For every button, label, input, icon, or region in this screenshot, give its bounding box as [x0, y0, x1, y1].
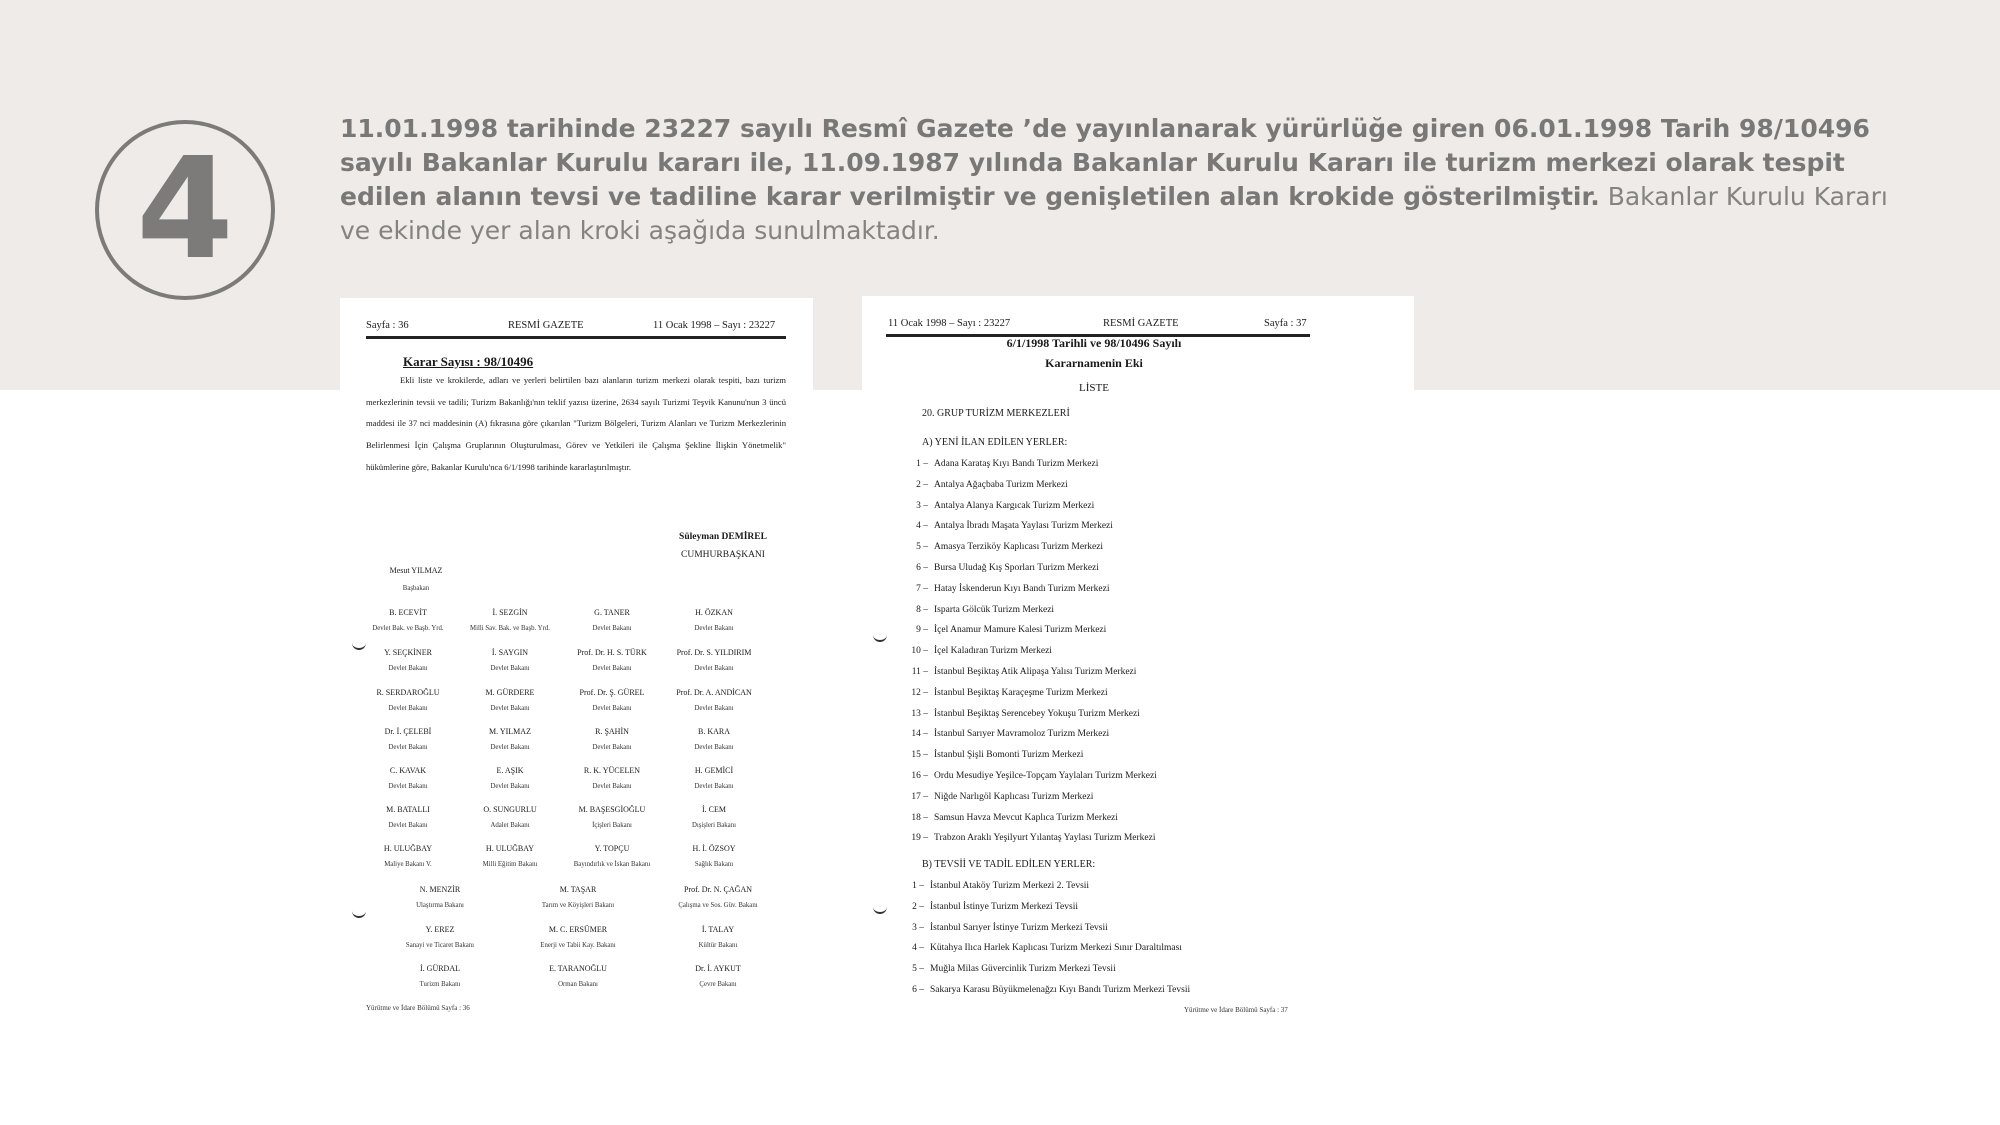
- signature-name: M. BAŞESGİOĞLU: [578, 805, 646, 814]
- minister-signature: [664, 844, 764, 870]
- list-item-text: Antalya Ağaçbaba Turizm Merkezi: [934, 479, 1068, 490]
- minister-signature: [460, 766, 560, 792]
- section-b-heading: B) TEVSİİ VE TADİL EDİLEN YERLER:: [922, 859, 1096, 870]
- signature-name: H. ULUĞBAY: [383, 844, 433, 853]
- list-item-text: İstanbul Sarıyer Mavramoloz Turizm Merkezi: [934, 729, 1110, 740]
- list-item-number: 16 –: [911, 771, 928, 781]
- signature-name: H. ULUĞBAY: [485, 844, 535, 853]
- signature-role: Devlet Bakanı: [694, 783, 734, 790]
- signature-role: İçişleri Bakanı: [592, 822, 632, 829]
- signature-name: İ. SAYGIN: [491, 648, 529, 657]
- minister-signature: [460, 648, 560, 674]
- signature-role: Dışişleri Bakanı: [692, 822, 736, 829]
- president-title: CUMHURBAŞKANI: [681, 550, 765, 560]
- list-item-text: Kütahya Ilıca Harlek Kaplıcası Turizm Merkezi Sınır Daraltılması: [930, 943, 1182, 954]
- minister-signature: [460, 805, 560, 831]
- list-item-number: 1 –: [912, 881, 924, 891]
- minister-signature: [518, 925, 638, 951]
- list-item: [906, 582, 1109, 596]
- minister-signature: [380, 885, 500, 911]
- signature-name: M. BATALLI: [386, 805, 430, 814]
- list-item: [906, 561, 1099, 575]
- signature-name: İ. SEZGİN: [492, 608, 528, 617]
- list-item: [906, 499, 1094, 513]
- minister-signature: [518, 964, 638, 990]
- minister-signature: [460, 727, 560, 753]
- list-item-text: İçel Anamur Mamure Kalesi Turizm Merkezi: [934, 625, 1107, 636]
- signature-name: Prof. Dr. S. YILDIRIM: [676, 648, 752, 657]
- list-item-text: İstanbul Şişli Bomonti Turizm Merkezi: [934, 750, 1084, 761]
- list-item-number: 15 –: [911, 750, 928, 761]
- minister-signature: [380, 964, 500, 990]
- minister-signature: [664, 727, 764, 753]
- minister-signature: [358, 608, 458, 634]
- list-item-text: Niğde Narlıgöl Kaplıcası Turizm Merkezi: [934, 791, 1094, 802]
- minister-signature: [562, 688, 662, 714]
- list-item-number: 14 –: [911, 729, 928, 740]
- signature-role: Devlet Bakanı: [388, 744, 428, 751]
- list-item-number: 6 –: [912, 985, 924, 995]
- signature-name: N. MENZİR: [419, 885, 461, 894]
- list-item: [906, 665, 1136, 679]
- list-item-text: Trabzon Araklı Yeşilyurt Yılantaş Yaylası Turizm Merkezi: [934, 833, 1156, 844]
- list-item: [906, 748, 1083, 762]
- left-header-rule: [366, 336, 786, 339]
- list-item: [906, 644, 1052, 658]
- minister-signature: [562, 648, 662, 674]
- signature-name: Dr. İ. AYKUT: [695, 964, 741, 973]
- signature-name: Y. SEÇKİNER: [384, 648, 432, 657]
- signature-name: Dr. İ. ÇELEBİ: [384, 727, 432, 736]
- signature-role: Sağlık Bakanı: [694, 861, 734, 868]
- minister-signature: [460, 844, 560, 870]
- signature-name: E. TARANOĞLU: [549, 964, 607, 973]
- prime-minister-signature: [366, 566, 466, 594]
- signature-role: Çalışma ve Sos. Güv. Bakanı: [678, 902, 758, 909]
- list-item-text: Bursa Uludağ Kış Sporları Turizm Merkezi: [934, 563, 1099, 573]
- decision-paragraph: Ekli liste ve krokilerde, adları ve yerleri belirtilen bazı alanların turizm merkezi olarak tespiti, bazı turizm merkezlerinin tevsii ve tadili; Turizm Bakanlığı'nın teklif yazısı üzerine, 2634 sayılı Turizmi Teşvik Kanunu'nun 3 üncü maddesi ile 37 nci maddesinin (A) fıkrasına göre çıkarılan "Turizm Bölgeleri, Turizm Alanları ve Turizm Merkezlerinin Belirlenmesi İçin Çalışma Gruplarının Oluşturulması, Görev ve Yetkileri ile Çalışma Şekline İlişkin Yönetmelik" hükümlerine göre, Bakanlar Kurulu'nca 6/1/1998 tarihinde kararlaştırılmıştır.: [366, 375, 786, 472]
- minister-signature: [658, 885, 778, 911]
- signature-role: Devlet Bakanı: [490, 744, 530, 751]
- list-item-number: 4 –: [916, 521, 928, 532]
- minister-signature: [518, 885, 638, 911]
- list-item-text: Antalya İbradı Maşata Yaylası Turizm Merkezi: [934, 521, 1113, 532]
- minister-signature: [460, 608, 560, 634]
- list-item: [906, 457, 1098, 471]
- right-date-issue: 11 Ocak 1998 – Sayı : 23227: [888, 318, 1011, 329]
- signature-role: Devlet Bak. ve Başb. Yrd.: [372, 625, 444, 632]
- list-item-text: İstanbul Beşiktaş Atik Alipaşa Yalısı Turizm Merkezi: [934, 667, 1137, 677]
- list-item: [906, 603, 1054, 617]
- list-item-number: 13 –: [911, 708, 928, 719]
- list-item-number: 5 –: [912, 964, 924, 975]
- signature-name: Prof. Dr. H. S. TÜRK: [577, 648, 647, 657]
- signature-role: Devlet Bakanı: [592, 744, 632, 751]
- signature-role: Milli Sav. Bak. ve Başb. Yrd.: [470, 625, 550, 632]
- list-item-text: İstanbul Beşiktaş Karaçeşme Turizm Merkezi: [934, 687, 1108, 698]
- list-item-text: Ordu Mesudiye Yeşilce-Topçam Yaylaları Turizm Merkezi: [934, 771, 1157, 781]
- signature-role: Devlet Bakanı: [694, 705, 734, 712]
- list-item-text: Sakarya Karasu Büyükmelenağzı Kıyı Bandı Turizm Merkezi Tevsii: [930, 985, 1191, 995]
- intro-text: [340, 112, 1920, 248]
- list-item-text: İçel Kaladıran Turizm Merkezi: [934, 646, 1052, 657]
- list-item: [906, 540, 1103, 554]
- signature-role: Adalet Bakanı: [490, 822, 530, 829]
- list-item-text: Hatay İskenderun Kıyı Bandı Turizm Merkezi: [934, 583, 1110, 594]
- list-item: [902, 900, 1078, 914]
- list-item-number: 11 –: [911, 667, 928, 677]
- signature-role: Sanayi ve Ticaret Bakanı: [405, 942, 475, 949]
- signature-role: Maliye Bakanı V.: [384, 861, 432, 868]
- intro-regular-text: Bakanlar Kurulu Kararı ve ekinde yer alan kroki aşağıda sunulmaktadır.: [340, 182, 1888, 245]
- signature-name: R. ŞAHİN: [595, 727, 629, 736]
- minister-signature: [562, 727, 662, 753]
- list-item: [906, 478, 1068, 492]
- signature-role: Çevre Bakanı: [699, 981, 737, 988]
- minister-signature: [664, 648, 764, 674]
- list-item-number: 19 –: [911, 833, 928, 844]
- signature-name: H. ÖZKAN: [695, 608, 733, 617]
- minister-signature: [562, 766, 662, 792]
- list-item-text: Amasya Terziköy Kaplıcası Turizm Merkezi: [934, 542, 1104, 553]
- list-item-number: 8 –: [916, 604, 928, 615]
- left-page-number: Sayfa : 36: [366, 320, 409, 331]
- signature-name: Y. TOPÇU: [594, 844, 630, 853]
- signature-role: Devlet Bakanı: [694, 665, 734, 672]
- list-item-number: 5 –: [916, 542, 928, 553]
- gazette-page-left: [340, 298, 813, 1028]
- list-item: [906, 727, 1109, 741]
- list-item-number: 9 –: [916, 625, 928, 636]
- signature-role: Devlet Bakanı: [388, 705, 428, 712]
- list-item-number: 3 –: [912, 922, 924, 933]
- signature-name: H. GEMİCİ: [694, 766, 734, 775]
- signature-role: Devlet Bakanı: [388, 822, 428, 829]
- left-footer: Yürütme ve İdare Bölümü Sayfa : 36: [366, 1004, 470, 1012]
- right-paper-name: RESMİ GAZETE: [1103, 318, 1179, 329]
- signature-name: C. KAVAK: [389, 766, 427, 775]
- signature-role: Devlet Bakanı: [592, 625, 632, 632]
- gazette-page-right: [862, 296, 1414, 1030]
- list-item-text: Antalya Alanya Kargıcak Turizm Merkezi: [934, 500, 1095, 511]
- signature-name: R. SERDAROĞLU: [376, 688, 440, 697]
- signature-role: Devlet Bakanı: [490, 705, 530, 712]
- list-item-number: 10 –: [911, 646, 928, 657]
- left-date-issue: 11 Ocak 1998 – Sayı : 23227: [653, 320, 776, 331]
- signature-name: O. SUNGURLU: [483, 805, 537, 814]
- list-item: [906, 790, 1093, 804]
- list-item: [906, 623, 1106, 637]
- list-item-number: 2 –: [916, 479, 928, 490]
- section-number-badge: [95, 120, 275, 300]
- list-item-text: Muğla Milas Güvercinlik Turizm Merkezi Tevsii: [930, 964, 1116, 975]
- list-item-number: 1 –: [916, 459, 928, 469]
- list-item: [906, 831, 1156, 845]
- list-item-text: Samsun Havza Mevcut Kaplıca Turizm Merkezi: [934, 812, 1118, 823]
- section-number: 4: [136, 128, 234, 291]
- section-a-heading: A) YENİ İLAN EDİLEN YERLER:: [922, 437, 1068, 448]
- list-item-number: 7 –: [916, 583, 928, 594]
- list-item-number: 12 –: [911, 687, 928, 698]
- signature-role: Devlet Bakanı: [694, 744, 734, 751]
- list-item: [906, 707, 1140, 721]
- signature-role: Ulaştırma Bakanı: [416, 902, 464, 909]
- minister-signature: [658, 925, 778, 951]
- minister-signature: [460, 688, 560, 714]
- signature-name: H. İ. ÖZSOY: [692, 844, 736, 853]
- signature-role: Bayındırlık ve İskan Bakanı: [573, 861, 651, 868]
- minister-signature: [380, 925, 500, 951]
- list-item-number: 2 –: [912, 901, 924, 912]
- signature-name: Prof. Dr. Ş. GÜREL: [579, 688, 645, 697]
- list-item-text: İstanbul Ataköy Turizm Merkezi 2. Tevsii: [930, 881, 1090, 891]
- minister-signature: [664, 766, 764, 792]
- signature-role: Devlet Bakanı: [694, 625, 734, 632]
- group-heading: 20. GRUP TURİZM MERKEZLERİ: [922, 408, 1070, 419]
- list-item: [902, 983, 1190, 997]
- signature-role: Devlet Bakanı: [592, 705, 632, 712]
- minister-signature: [358, 688, 458, 714]
- signature-role: Devlet Bakanı: [490, 783, 530, 790]
- right-page-number: Sayfa : 37: [1264, 318, 1307, 329]
- minister-signature: [562, 608, 662, 634]
- signature-name: R. K. YÜCELEN: [583, 766, 641, 775]
- list-item: [906, 769, 1157, 783]
- minister-signature: [358, 766, 458, 792]
- signature-name: E. AŞIK: [496, 766, 524, 775]
- signature-role: Devlet Bakanı: [388, 665, 428, 672]
- list-item: [902, 921, 1108, 935]
- left-paper-name: RESMİ GAZETE: [508, 320, 584, 331]
- minister-signature: [358, 805, 458, 831]
- signature-name: İ. CEM: [702, 805, 726, 814]
- signature-name: M. GÜRDERE: [485, 688, 535, 697]
- intro-bold-text: 11.01.1998 tarihinde 23227 sayılı Resmî Gazete ’de yayınlanarak yürürlüğe giren 06.01.1998 Tarih 98/10496 sayılı Bakanlar Kurulu kararı ile, 11.09.1987 yılında Bakanlar Kurulu Kararı ile turizm merkezi olarak tespit edilen alanın tevsi ve tadiline karar verilmiştir ve genişletilen alan krokide gösterilmiştir.: [340, 114, 1870, 211]
- decision-number-title: Karar Sayısı : 98/10496: [403, 354, 534, 369]
- signature-name: M. C. ERSÜMER: [548, 925, 608, 934]
- signature-role: Kültür Bakanı: [698, 942, 738, 949]
- signature-role: Devlet Bakanı: [388, 783, 428, 790]
- signature-role: Devlet Bakanı: [592, 665, 632, 672]
- list-item-text: İstanbul İstinye Turizm Merkezi Tevsii: [930, 901, 1078, 912]
- signature-role: Enerji ve Tabii Kay. Bakanı: [540, 942, 616, 949]
- minister-signature: [658, 964, 778, 990]
- signature-name: G. TANER: [594, 608, 630, 617]
- signature-role: Devlet Bakanı: [592, 783, 632, 790]
- minister-signature: [562, 844, 662, 870]
- signature-role: Orman Bakanı: [558, 981, 598, 988]
- list-item: [906, 519, 1113, 533]
- minister-signature: [562, 805, 662, 831]
- list-item-text: İstanbul Sarıyer İstinye Turizm Merkezi Tevsii: [930, 922, 1108, 933]
- list-item-number: 4 –: [912, 943, 924, 954]
- signature-name: M. YILMAZ: [489, 727, 531, 736]
- list-item-number: 17 –: [911, 791, 928, 802]
- signature-role: Tarım ve Köyişleri Bakanı: [541, 902, 615, 909]
- president-name: Süleyman DEMİREL: [679, 532, 767, 542]
- minister-signature: [664, 608, 764, 634]
- list-item: [902, 941, 1182, 955]
- signature-name: Prof. Dr. A. ANDİCAN: [676, 688, 752, 697]
- list-item-text: İstanbul Beşiktaş Serencebey Yokuşu Turizm Merkezi: [934, 708, 1140, 719]
- list-item-number: 3 –: [916, 500, 928, 511]
- list-item: [902, 962, 1116, 976]
- signature-name: Mesut YILMAZ: [389, 566, 443, 575]
- signature-role: Milli Eğitim Bakanı: [482, 861, 538, 868]
- signature-role: Başbakan: [402, 585, 430, 592]
- signature-name: Prof. Dr. N. ÇAĞAN: [684, 885, 752, 894]
- list-item: [906, 811, 1118, 825]
- signature-role: Turizm Bakanı: [419, 981, 461, 988]
- right-footer: Yürütme ve İdare Bölümü Sayfa : 37: [1184, 1006, 1288, 1014]
- minister-signature: [358, 648, 458, 674]
- minister-signature: [358, 844, 458, 870]
- minister-signature: [664, 805, 764, 831]
- signature-name: İ. GÜRDAL: [420, 964, 460, 973]
- list-item: [906, 686, 1108, 700]
- minister-signature: [358, 727, 458, 753]
- signature-name: İ. TALAY: [701, 925, 735, 934]
- annex-title-line1: 6/1/1998 Tarihli ve 98/10496 Sayılı: [1006, 336, 1182, 350]
- signature-name: Y. EREZ: [425, 925, 455, 934]
- list-item-number: 6 –: [916, 563, 928, 573]
- annex-title-line2: Kararnamenin Eki: [1045, 356, 1143, 370]
- list-item: [902, 879, 1089, 893]
- lujo-logo: [1812, 1002, 1892, 1062]
- minister-signature: [664, 688, 764, 714]
- signature-name: M. TAŞAR: [559, 885, 597, 894]
- list-item-number: 18 –: [911, 812, 928, 823]
- list-item-text: Isparta Gölcük Turizm Merkezi: [934, 604, 1055, 615]
- signature-name: B. ECEVİT: [389, 608, 427, 617]
- list-heading: LİSTE: [1079, 382, 1109, 394]
- list-item-text: Adana Karataş Kıyı Bandı Turizm Merkezi: [934, 459, 1099, 469]
- signature-name: B. KARA: [697, 727, 730, 736]
- signature-role: Devlet Bakanı: [490, 665, 530, 672]
